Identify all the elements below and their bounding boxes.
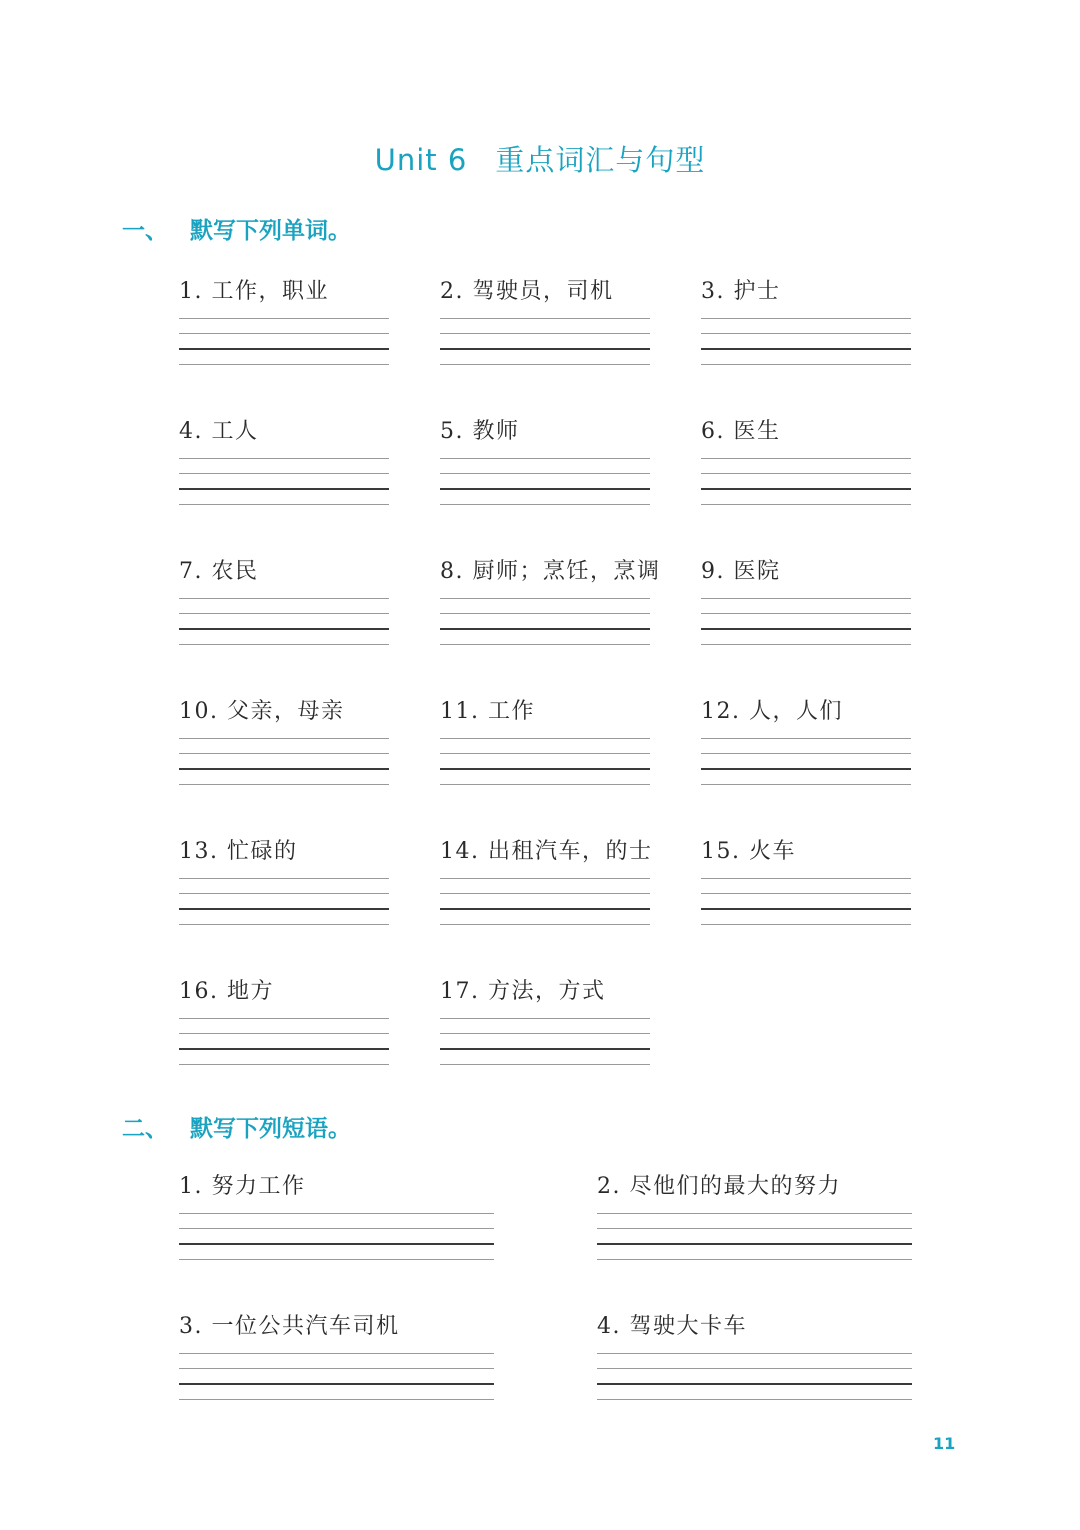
writing-line [440,924,650,925]
writing-line [701,364,911,365]
writing-line [179,644,389,645]
writing-line [179,784,389,785]
writing-line [179,753,389,754]
writing-line [179,318,389,319]
page-number: 11 [933,1434,956,1453]
list-item [179,1309,399,1340]
item-label: 3. 一位公共汽车司机 [179,1314,400,1339]
writing-line [701,504,911,505]
item-label: 6. 医生 [701,419,781,444]
writing-line [440,738,650,739]
writing-line [597,1383,912,1385]
item-label: 2. 驾驶员，司机 [440,279,614,304]
writing-line [179,768,389,770]
writing-line [701,644,911,645]
item-label: 4. 驾驶大卡车 [597,1314,747,1339]
writing-line [179,598,389,599]
writing-line [597,1399,912,1400]
list-item [597,1309,747,1340]
writing-line [597,1368,912,1369]
writing-line [179,1064,389,1065]
list-item [440,554,660,585]
writing-line [179,504,389,505]
writing-line [179,878,389,879]
item-label: 15. 火车 [701,839,796,864]
writing-line [701,318,911,319]
writing-line [440,598,650,599]
item-label: 11. 工作 [440,699,535,724]
writing-line [440,893,650,894]
title-text: 重点词汇与句型 [495,143,706,177]
writing-line [701,784,911,785]
writing-line [440,333,650,334]
writing-line [440,348,650,350]
writing-line [440,628,650,630]
writing-line [701,768,911,770]
writing-line [440,1064,650,1065]
writing-line [179,488,389,490]
writing-line [179,1033,389,1034]
writing-line [440,613,650,614]
writing-line [701,924,911,925]
list-item [440,694,535,725]
list-item [597,1169,841,1200]
item-label: 14. 出租汽车，的士 [440,839,653,864]
list-item [701,274,780,305]
list-item [179,414,258,445]
section-2-heading [122,1110,351,1143]
writing-line [179,458,389,459]
list-item [179,1169,305,1200]
writing-line [701,333,911,334]
writing-line [701,348,911,350]
writing-line [701,908,911,910]
writing-line [440,768,650,770]
writing-line [179,1048,389,1050]
writing-line [179,893,389,894]
writing-line [440,753,650,754]
section-2-title: 默写下列短语。 [190,1116,351,1142]
writing-line [440,504,650,505]
writing-line [440,318,650,319]
list-item [701,554,780,585]
writing-line [179,1018,389,1019]
item-label: 7. 农民 [179,559,259,584]
writing-line [701,488,911,490]
writing-line [179,1228,494,1229]
list-item [179,694,344,725]
writing-line [179,1383,494,1385]
writing-line [179,1213,494,1214]
writing-line [701,613,911,614]
item-label: 17. 方法，方式 [440,979,606,1004]
item-label: 9. 医院 [701,559,781,584]
writing-line [179,364,389,365]
item-label: 12. 人，人们 [701,699,843,724]
list-item [701,834,796,865]
writing-line [701,458,911,459]
list-item [440,974,605,1005]
writing-line [179,738,389,739]
writing-line [440,1018,650,1019]
section-1-heading [122,212,351,245]
item-label: 1. 努力工作 [179,1174,306,1199]
writing-line [179,1259,494,1260]
writing-line [179,613,389,614]
writing-line [597,1243,912,1245]
item-label: 3. 护士 [701,279,781,304]
writing-line [440,488,650,490]
writing-line [179,908,389,910]
item-label: 2. 尽他们的最大的努力 [597,1174,841,1199]
writing-line [179,1368,494,1369]
section-2-number: 二、 [122,1116,168,1142]
writing-line [701,893,911,894]
unit-label: Unit 6 [374,143,468,177]
writing-line [597,1259,912,1260]
writing-line [440,784,650,785]
item-label: 13. 忙碌的 [179,839,298,864]
page-title [0,138,1080,179]
writing-line [179,348,389,350]
list-item [179,274,329,305]
item-label: 4. 工人 [179,419,259,444]
writing-line [440,1048,650,1050]
writing-line [701,878,911,879]
writing-line [179,1399,494,1400]
item-label: 16. 地方 [179,979,274,1004]
writing-line [179,924,389,925]
writing-line [440,473,650,474]
list-item [440,414,519,445]
writing-line [179,1353,494,1354]
writing-line [179,1243,494,1245]
item-label: 5. 教师 [440,419,520,444]
list-item [179,834,297,865]
list-item [440,274,613,305]
writing-line [440,908,650,910]
list-item [701,414,780,445]
writing-line [597,1228,912,1229]
list-item [440,834,652,865]
writing-line [701,753,911,754]
writing-line [597,1213,912,1214]
list-item [179,974,274,1005]
writing-line [701,628,911,630]
list-item [701,694,843,725]
writing-line [701,473,911,474]
writing-line [440,364,650,365]
item-label: 1. 工作，职业 [179,279,329,304]
writing-line [701,738,911,739]
writing-line [440,1033,650,1034]
section-1-title: 默写下列单词。 [190,218,351,244]
writing-line [701,598,911,599]
writing-line [179,333,389,334]
item-label: 10. 父亲，母亲 [179,699,345,724]
writing-line [179,473,389,474]
writing-line [179,628,389,630]
section-1-number: 一、 [122,218,168,244]
writing-line [597,1353,912,1354]
writing-line [440,878,650,879]
writing-line [440,458,650,459]
writing-line [440,644,650,645]
list-item [179,554,258,585]
item-label: 8. 厨师；烹饪，烹调 [440,559,661,584]
